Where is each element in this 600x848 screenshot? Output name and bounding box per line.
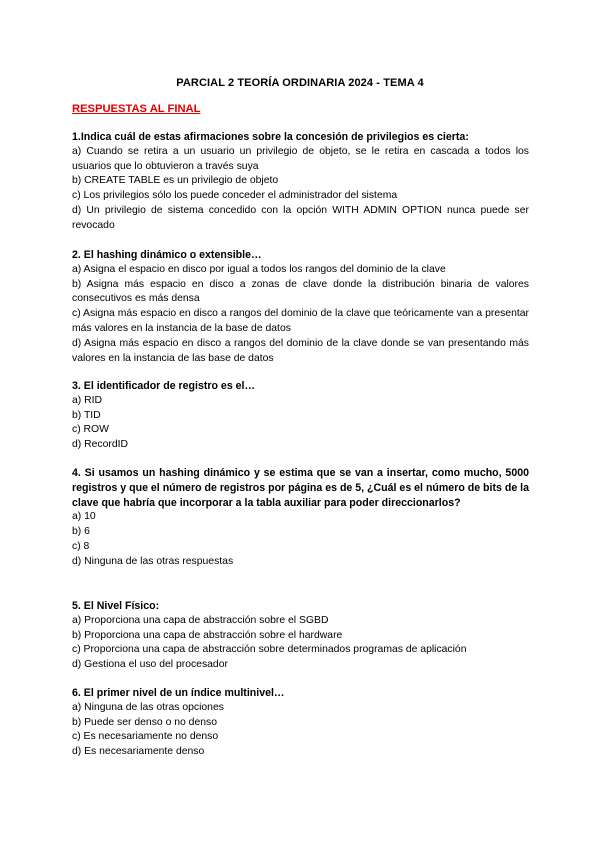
option-a: a) Asigna el espacio en disco por igual a todos los rangos del dominio de la clave: [72, 263, 446, 275]
option-a: a) Proporciona una capa de abstracción sobre el SGBD: [72, 614, 329, 626]
option-c: c) Los privilegios sólo los puede conceder el administrador del sistema: [72, 190, 398, 202]
option-d: d) Un privilegio de sistema concedido con la opción WITH ADMIN OPTION nunca puede ser revocado: [72, 204, 529, 231]
option-b: b) TID: [72, 409, 101, 421]
document-title: PARCIAL 2 TEORÍA ORDINARIA 2024 - TEMA 4: [176, 77, 424, 89]
option-b: b) Proporciona una capa de abstracción sobre el hardware: [72, 629, 343, 641]
option-a: a) Cuando se retira a un usuario un privilegio de objeto, se le retira en cascada a todos los usuarios que lo obtuvieron a través suya: [72, 145, 529, 172]
option-a: a) RID: [72, 394, 103, 406]
question-2: [72, 248, 529, 366]
question-3: [72, 379, 529, 453]
question-1: [72, 130, 529, 234]
question-text: 2. El hashing dinámico o extensible…: [72, 249, 262, 261]
option-b: b) 6: [72, 526, 90, 538]
question-4: [72, 466, 529, 570]
option-a: a) 10: [72, 511, 96, 523]
option-d: d) Asigna más espacio en disco a rangos del dominio de la clave donde se van presentando más valores en la instancia de las base de datos: [72, 337, 529, 364]
option-c: c) Es necesariamente no denso: [72, 731, 219, 743]
question-text: 6. El primer nivel de un índice multinivel…: [72, 687, 285, 699]
question-5: [72, 599, 529, 673]
question-6: [72, 686, 529, 760]
option-d: d) Es necesariamente denso: [72, 746, 205, 758]
question-text: 4. Si usamos un hashing dinámico y se estima que se van a insertar, como mucho, 5000 registros y que el número de registros por página es de 5, ¿Cuál es el número de bits de la clave que habría que incorporar a la tabla auxiliar para poder direccionarlos?: [72, 467, 529, 509]
question-text: 5. El Nivel Físico:: [72, 600, 160, 612]
option-d: d) Gestiona el uso del procesador: [72, 659, 228, 671]
option-c: c) 8: [72, 540, 90, 552]
option-b: b) Puede ser denso o no denso: [72, 716, 217, 728]
option-c: c) Asigna más espacio en disco a rangos del dominio de la clave que teóricamente van a presentar más valores en la instancia de la base de datos: [72, 308, 529, 334]
option-c: c) ROW: [72, 424, 109, 436]
option-b: b) CREATE TABLE es un privilegio de objeto: [72, 175, 279, 187]
question-text: 3. El identificador de registro es el…: [72, 380, 256, 392]
answers-at-end-note: RESPUESTAS AL FINAL: [72, 103, 201, 115]
option-d: d) Ninguna de las otras respuestas: [72, 555, 234, 567]
option-d: d) RecordID: [72, 439, 129, 451]
option-b: b) Asigna más espacio en disco a zonas de clave donde la distribución binaria de valores consecutivos es más densa: [72, 278, 529, 305]
option-a: a) Ninguna de las otras opciones: [72, 701, 224, 713]
option-c: c) Proporciona una capa de abstracción sobre determinados programas de aplicación: [72, 644, 467, 656]
question-text: 1.Indica cuál de estas afirmaciones sobre la concesión de privilegios es cierta:: [72, 131, 469, 143]
